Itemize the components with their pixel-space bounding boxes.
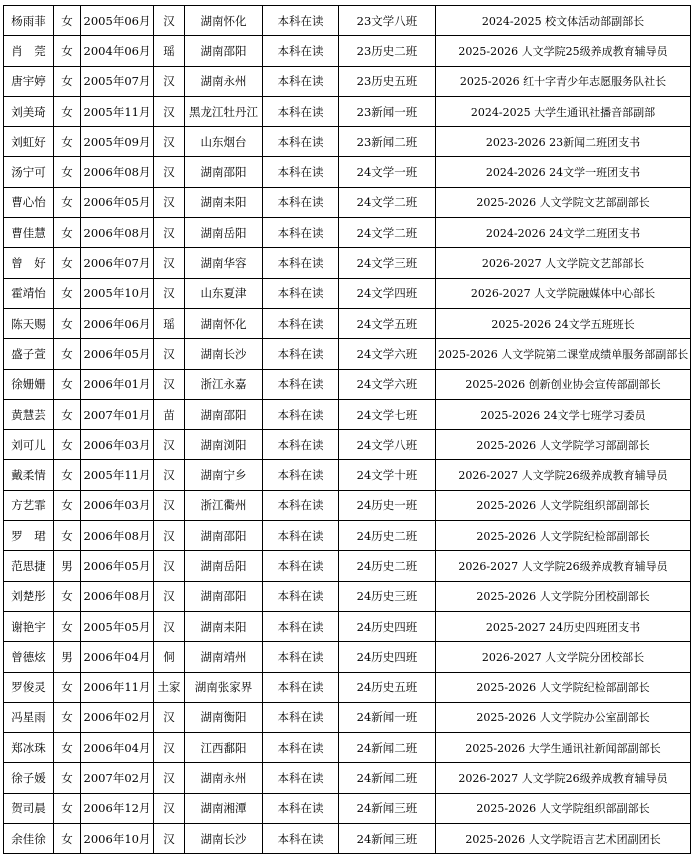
- gender-cell: 女: [54, 157, 81, 187]
- table-row: [4, 581, 691, 611]
- class-cell: 24文学三班: [339, 248, 436, 278]
- name-cell: 郑冰珠: [4, 733, 54, 763]
- hometown-cell: 湖南怀化: [185, 308, 263, 338]
- ethnicity-cell: 苗: [154, 399, 185, 429]
- role-cell: 2026-2027 人文学院26级养成教育辅导员: [436, 763, 691, 793]
- table-row: [4, 399, 691, 429]
- name-cell: 罗俊灵: [4, 672, 54, 702]
- table-row: [4, 248, 691, 278]
- class-cell: 24文学八班: [339, 430, 436, 460]
- status-cell: 本科在读: [263, 551, 339, 581]
- table-row: [4, 278, 691, 308]
- status-cell: 本科在读: [263, 369, 339, 399]
- name-cell: 余佳徐: [4, 824, 54, 854]
- ethnicity-cell: 汉: [154, 581, 185, 611]
- gender-cell: 女: [54, 218, 81, 248]
- status-cell: 本科在读: [263, 96, 339, 126]
- ethnicity-cell: 土家: [154, 672, 185, 702]
- status-cell: 本科在读: [263, 6, 339, 36]
- birth-date-cell: 2006年10月: [81, 824, 154, 854]
- hometown-cell: 江西鄱阳: [185, 733, 263, 763]
- ethnicity-cell: 汉: [154, 157, 185, 187]
- class-cell: 24新闻一班: [339, 702, 436, 732]
- role-cell: 2025-2026 人文学院25级养成教育辅导员: [436, 36, 691, 66]
- ethnicity-cell: 汉: [154, 611, 185, 641]
- table-row: [4, 6, 691, 36]
- status-cell: 本科在读: [263, 672, 339, 702]
- table-row: [4, 521, 691, 551]
- status-cell: 本科在读: [263, 763, 339, 793]
- birth-date-cell: 2005年11月: [81, 460, 154, 490]
- table-row: [4, 308, 691, 338]
- table-row: [4, 733, 691, 763]
- class-cell: 24文学六班: [339, 369, 436, 399]
- role-cell: 2025-2026 人文学院文艺部副部长: [436, 187, 691, 217]
- name-cell: 戴柔情: [4, 460, 54, 490]
- gender-cell: 女: [54, 581, 81, 611]
- birth-date-cell: 2006年05月: [81, 339, 154, 369]
- class-cell: 24新闻三班: [339, 824, 436, 854]
- table-row: [4, 702, 691, 732]
- table-row: [4, 369, 691, 399]
- table-row: [4, 611, 691, 641]
- status-cell: 本科在读: [263, 642, 339, 672]
- ethnicity-cell: 汉: [154, 793, 185, 823]
- class-cell: 24文学六班: [339, 339, 436, 369]
- hometown-cell: 湖南永州: [185, 66, 263, 96]
- gender-cell: 女: [54, 702, 81, 732]
- role-cell: 2025-2026 人文学院第二课堂成绩单服务部副部长: [436, 339, 691, 369]
- class-cell: 24文学四班: [339, 278, 436, 308]
- table-row: [4, 460, 691, 490]
- hometown-cell: 湖南邵阳: [185, 399, 263, 429]
- class-cell: 24历史二班: [339, 551, 436, 581]
- hometown-cell: 湖南耒阳: [185, 187, 263, 217]
- birth-date-cell: 2006年05月: [81, 187, 154, 217]
- hometown-cell: 湖南岳阳: [185, 218, 263, 248]
- role-cell: 2025-2026 人文学院学习部副部长: [436, 430, 691, 460]
- hometown-cell: 湖南岳阳: [185, 551, 263, 581]
- table-row: [4, 824, 691, 854]
- gender-cell: 女: [54, 521, 81, 551]
- role-cell: 2026-2027 人文学院26级养成教育辅导员: [436, 460, 691, 490]
- class-cell: 23新闻二班: [339, 127, 436, 157]
- class-cell: 24历史四班: [339, 642, 436, 672]
- table-row: [4, 218, 691, 248]
- ethnicity-cell: 汉: [154, 278, 185, 308]
- role-cell: 2025-2026 人文学院语言艺术团副团长: [436, 824, 691, 854]
- name-cell: 谢艳宇: [4, 611, 54, 641]
- gender-cell: 女: [54, 187, 81, 217]
- status-cell: 本科在读: [263, 308, 339, 338]
- birth-date-cell: 2006年08月: [81, 218, 154, 248]
- gender-cell: 女: [54, 36, 81, 66]
- class-cell: 23文学八班: [339, 6, 436, 36]
- name-cell: 冯星雨: [4, 702, 54, 732]
- role-cell: 2025-2026 人文学院纪检部副部长: [436, 521, 691, 551]
- birth-date-cell: 2006年04月: [81, 733, 154, 763]
- class-cell: 24新闻二班: [339, 763, 436, 793]
- ethnicity-cell: 瑶: [154, 36, 185, 66]
- class-cell: 24文学五班: [339, 308, 436, 338]
- gender-cell: 女: [54, 460, 81, 490]
- status-cell: 本科在读: [263, 248, 339, 278]
- class-cell: 23新闻一班: [339, 96, 436, 126]
- ethnicity-cell: 汉: [154, 702, 185, 732]
- birth-date-cell: 2006年06月: [81, 308, 154, 338]
- gender-cell: 女: [54, 339, 81, 369]
- ethnicity-cell: 汉: [154, 490, 185, 520]
- birth-date-cell: 2005年06月: [81, 6, 154, 36]
- name-cell: 徐姗姗: [4, 369, 54, 399]
- hometown-cell: 湖南张家界: [185, 672, 263, 702]
- gender-cell: 女: [54, 399, 81, 429]
- gender-cell: 女: [54, 793, 81, 823]
- role-cell: 2025-2026 人文学院办公室副部长: [436, 702, 691, 732]
- ethnicity-cell: 汉: [154, 763, 185, 793]
- status-cell: 本科在读: [263, 157, 339, 187]
- gender-cell: 女: [54, 66, 81, 96]
- gender-cell: 女: [54, 127, 81, 157]
- ethnicity-cell: 汉: [154, 460, 185, 490]
- gender-cell: 女: [54, 248, 81, 278]
- table-row: [4, 672, 691, 702]
- birth-date-cell: 2004年06月: [81, 36, 154, 66]
- name-cell: 汤宁可: [4, 157, 54, 187]
- birth-date-cell: 2005年11月: [81, 96, 154, 126]
- table-row: [4, 127, 691, 157]
- status-cell: 本科在读: [263, 36, 339, 66]
- birth-date-cell: 2005年07月: [81, 66, 154, 96]
- birth-date-cell: 2005年09月: [81, 127, 154, 157]
- hometown-cell: 湖南耒阳: [185, 611, 263, 641]
- class-cell: 24新闻二班: [339, 733, 436, 763]
- ethnicity-cell: 汉: [154, 248, 185, 278]
- class-cell: 24历史一班: [339, 490, 436, 520]
- ethnicity-cell: 汉: [154, 733, 185, 763]
- role-cell: 2025-2026 24文学五班班长: [436, 308, 691, 338]
- table-row: [4, 66, 691, 96]
- hometown-cell: 浙江衢州: [185, 490, 263, 520]
- birth-date-cell: 2006年03月: [81, 430, 154, 460]
- name-cell: 刘虹好: [4, 127, 54, 157]
- role-cell: 2026-2027 人文学院分团校部长: [436, 642, 691, 672]
- gender-cell: 女: [54, 369, 81, 399]
- gender-cell: 女: [54, 6, 81, 36]
- gender-cell: 女: [54, 278, 81, 308]
- table-row: [4, 187, 691, 217]
- ethnicity-cell: 汉: [154, 339, 185, 369]
- status-cell: 本科在读: [263, 702, 339, 732]
- status-cell: 本科在读: [263, 430, 339, 460]
- table-row: [4, 339, 691, 369]
- name-cell: 曾 好: [4, 248, 54, 278]
- birth-date-cell: 2006年03月: [81, 490, 154, 520]
- class-cell: 24历史五班: [339, 672, 436, 702]
- role-cell: 2025-2026 24文学七班学习委员: [436, 399, 691, 429]
- status-cell: 本科在读: [263, 399, 339, 429]
- role-cell: 2025-2026 红十字青少年志愿服务队社长: [436, 66, 691, 96]
- hometown-cell: 湖南衡阳: [185, 702, 263, 732]
- table-row: [4, 763, 691, 793]
- name-cell: 方艺霏: [4, 490, 54, 520]
- gender-cell: 女: [54, 96, 81, 126]
- class-cell: 24文学十班: [339, 460, 436, 490]
- ethnicity-cell: 汉: [154, 127, 185, 157]
- birth-date-cell: 2006年08月: [81, 157, 154, 187]
- hometown-cell: 湖南邵阳: [185, 36, 263, 66]
- name-cell: 曹心怡: [4, 187, 54, 217]
- hometown-cell: 湖南浏阳: [185, 430, 263, 460]
- birth-date-cell: 2006年07月: [81, 248, 154, 278]
- class-cell: 24历史三班: [339, 581, 436, 611]
- gender-cell: 女: [54, 308, 81, 338]
- ethnicity-cell: 汉: [154, 96, 185, 126]
- table-row: [4, 430, 691, 460]
- birth-date-cell: 2007年01月: [81, 399, 154, 429]
- role-cell: 2025-2026 人文学院组织部副部长: [436, 490, 691, 520]
- table-row: [4, 96, 691, 126]
- class-cell: 24历史四班: [339, 611, 436, 641]
- ethnicity-cell: 汉: [154, 430, 185, 460]
- role-cell: 2025-2026 人文学院分团校副部长: [436, 581, 691, 611]
- name-cell: 曾德炫: [4, 642, 54, 672]
- role-cell: 2024-2026 24文学一班团支书: [436, 157, 691, 187]
- birth-date-cell: 2006年08月: [81, 581, 154, 611]
- hometown-cell: 湖南华容: [185, 248, 263, 278]
- gender-cell: 男: [54, 551, 81, 581]
- birth-date-cell: 2006年04月: [81, 642, 154, 672]
- gender-cell: 女: [54, 733, 81, 763]
- role-cell: 2026-2027 人文学院文艺部部长: [436, 248, 691, 278]
- role-cell: 2023-2026 23新闻二班团支书: [436, 127, 691, 157]
- role-cell: 2024-2026 24文学二班团支书: [436, 218, 691, 248]
- name-cell: 刘楚彤: [4, 581, 54, 611]
- class-cell: 24文学七班: [339, 399, 436, 429]
- hometown-cell: 湖南长沙: [185, 824, 263, 854]
- hometown-cell: 浙江永嘉: [185, 369, 263, 399]
- class-cell: 24新闻三班: [339, 793, 436, 823]
- name-cell: 范思捷: [4, 551, 54, 581]
- hometown-cell: 湖南邵阳: [185, 581, 263, 611]
- status-cell: 本科在读: [263, 824, 339, 854]
- class-cell: 24文学二班: [339, 187, 436, 217]
- name-cell: 贺司晨: [4, 793, 54, 823]
- gender-cell: 女: [54, 430, 81, 460]
- hometown-cell: 湖南怀化: [185, 6, 263, 36]
- hometown-cell: 湖南靖州: [185, 642, 263, 672]
- table-row: [4, 157, 691, 187]
- status-cell: 本科在读: [263, 793, 339, 823]
- status-cell: 本科在读: [263, 581, 339, 611]
- name-cell: 黄慧芸: [4, 399, 54, 429]
- gender-cell: 女: [54, 490, 81, 520]
- status-cell: 本科在读: [263, 66, 339, 96]
- hometown-cell: 湖南邵阳: [185, 157, 263, 187]
- status-cell: 本科在读: [263, 733, 339, 763]
- birth-date-cell: 2006年08月: [81, 521, 154, 551]
- hometown-cell: 湖南长沙: [185, 339, 263, 369]
- name-cell: 盛子萱: [4, 339, 54, 369]
- status-cell: 本科在读: [263, 187, 339, 217]
- gender-cell: 女: [54, 824, 81, 854]
- role-cell: 2025-2026 人文学院纪检部副部长: [436, 672, 691, 702]
- birth-date-cell: 2006年01月: [81, 369, 154, 399]
- role-cell: 2025-2027 24历史四班团支书: [436, 611, 691, 641]
- ethnicity-cell: 汉: [154, 824, 185, 854]
- birth-date-cell: 2006年12月: [81, 793, 154, 823]
- gender-cell: 女: [54, 611, 81, 641]
- gender-cell: 女: [54, 672, 81, 702]
- name-cell: 罗 珺: [4, 521, 54, 551]
- birth-date-cell: 2006年11月: [81, 672, 154, 702]
- birth-date-cell: 2007年02月: [81, 763, 154, 793]
- birth-date-cell: 2006年02月: [81, 702, 154, 732]
- status-cell: 本科在读: [263, 278, 339, 308]
- status-cell: 本科在读: [263, 127, 339, 157]
- hometown-cell: 湖南邵阳: [185, 521, 263, 551]
- table-body: [4, 6, 691, 854]
- class-cell: 24文学二班: [339, 218, 436, 248]
- ethnicity-cell: 汉: [154, 66, 185, 96]
- ethnicity-cell: 瑶: [154, 308, 185, 338]
- status-cell: 本科在读: [263, 339, 339, 369]
- status-cell: 本科在读: [263, 611, 339, 641]
- hometown-cell: 湖南宁乡: [185, 460, 263, 490]
- birth-date-cell: 2005年05月: [81, 611, 154, 641]
- birth-date-cell: 2005年10月: [81, 278, 154, 308]
- ethnicity-cell: 汉: [154, 6, 185, 36]
- ethnicity-cell: 汉: [154, 187, 185, 217]
- status-cell: 本科在读: [263, 490, 339, 520]
- ethnicity-cell: 侗: [154, 642, 185, 672]
- class-cell: 24文学一班: [339, 157, 436, 187]
- name-cell: 杨雨菲: [4, 6, 54, 36]
- hometown-cell: 山东夏津: [185, 278, 263, 308]
- gender-cell: 女: [54, 763, 81, 793]
- role-cell: 2024-2025 大学生通讯社播音部副部: [436, 96, 691, 126]
- role-cell: 2025-2026 大学生通讯社新闻部副部长: [436, 733, 691, 763]
- table-row: [4, 793, 691, 823]
- student-roster-table: [3, 5, 691, 854]
- class-cell: 23历史二班: [339, 36, 436, 66]
- role-cell: 2026-2027 人文学院26级养成教育辅导员: [436, 551, 691, 581]
- table-row: [4, 551, 691, 581]
- ethnicity-cell: 汉: [154, 218, 185, 248]
- table-row: [4, 642, 691, 672]
- name-cell: 徐子媛: [4, 763, 54, 793]
- table-row: [4, 36, 691, 66]
- name-cell: 刘可儿: [4, 430, 54, 460]
- name-cell: 刘美琦: [4, 96, 54, 126]
- ethnicity-cell: 汉: [154, 551, 185, 581]
- name-cell: 陈天赐: [4, 308, 54, 338]
- role-cell: 2024-2025 校文体活动部副部长: [436, 6, 691, 36]
- table-row: [4, 490, 691, 520]
- name-cell: 曹佳慧: [4, 218, 54, 248]
- hometown-cell: 湖南永州: [185, 763, 263, 793]
- ethnicity-cell: 汉: [154, 369, 185, 399]
- name-cell: 肖 莞: [4, 36, 54, 66]
- status-cell: 本科在读: [263, 218, 339, 248]
- status-cell: 本科在读: [263, 460, 339, 490]
- name-cell: 唐宇婷: [4, 66, 54, 96]
- name-cell: 霍靖怡: [4, 278, 54, 308]
- hometown-cell: 黑龙江牡丹江: [185, 96, 263, 126]
- class-cell: 24历史二班: [339, 521, 436, 551]
- role-cell: 2025-2026 人文学院组织部副部长: [436, 793, 691, 823]
- birth-date-cell: 2006年05月: [81, 551, 154, 581]
- ethnicity-cell: 汉: [154, 521, 185, 551]
- role-cell: 2025-2026 创新创业协会宣传部副部长: [436, 369, 691, 399]
- status-cell: 本科在读: [263, 521, 339, 551]
- gender-cell: 男: [54, 642, 81, 672]
- hometown-cell: 湖南湘潭: [185, 793, 263, 823]
- role-cell: 2026-2027 人文学院融媒体中心部长: [436, 278, 691, 308]
- hometown-cell: 山东烟台: [185, 127, 263, 157]
- class-cell: 23历史五班: [339, 66, 436, 96]
